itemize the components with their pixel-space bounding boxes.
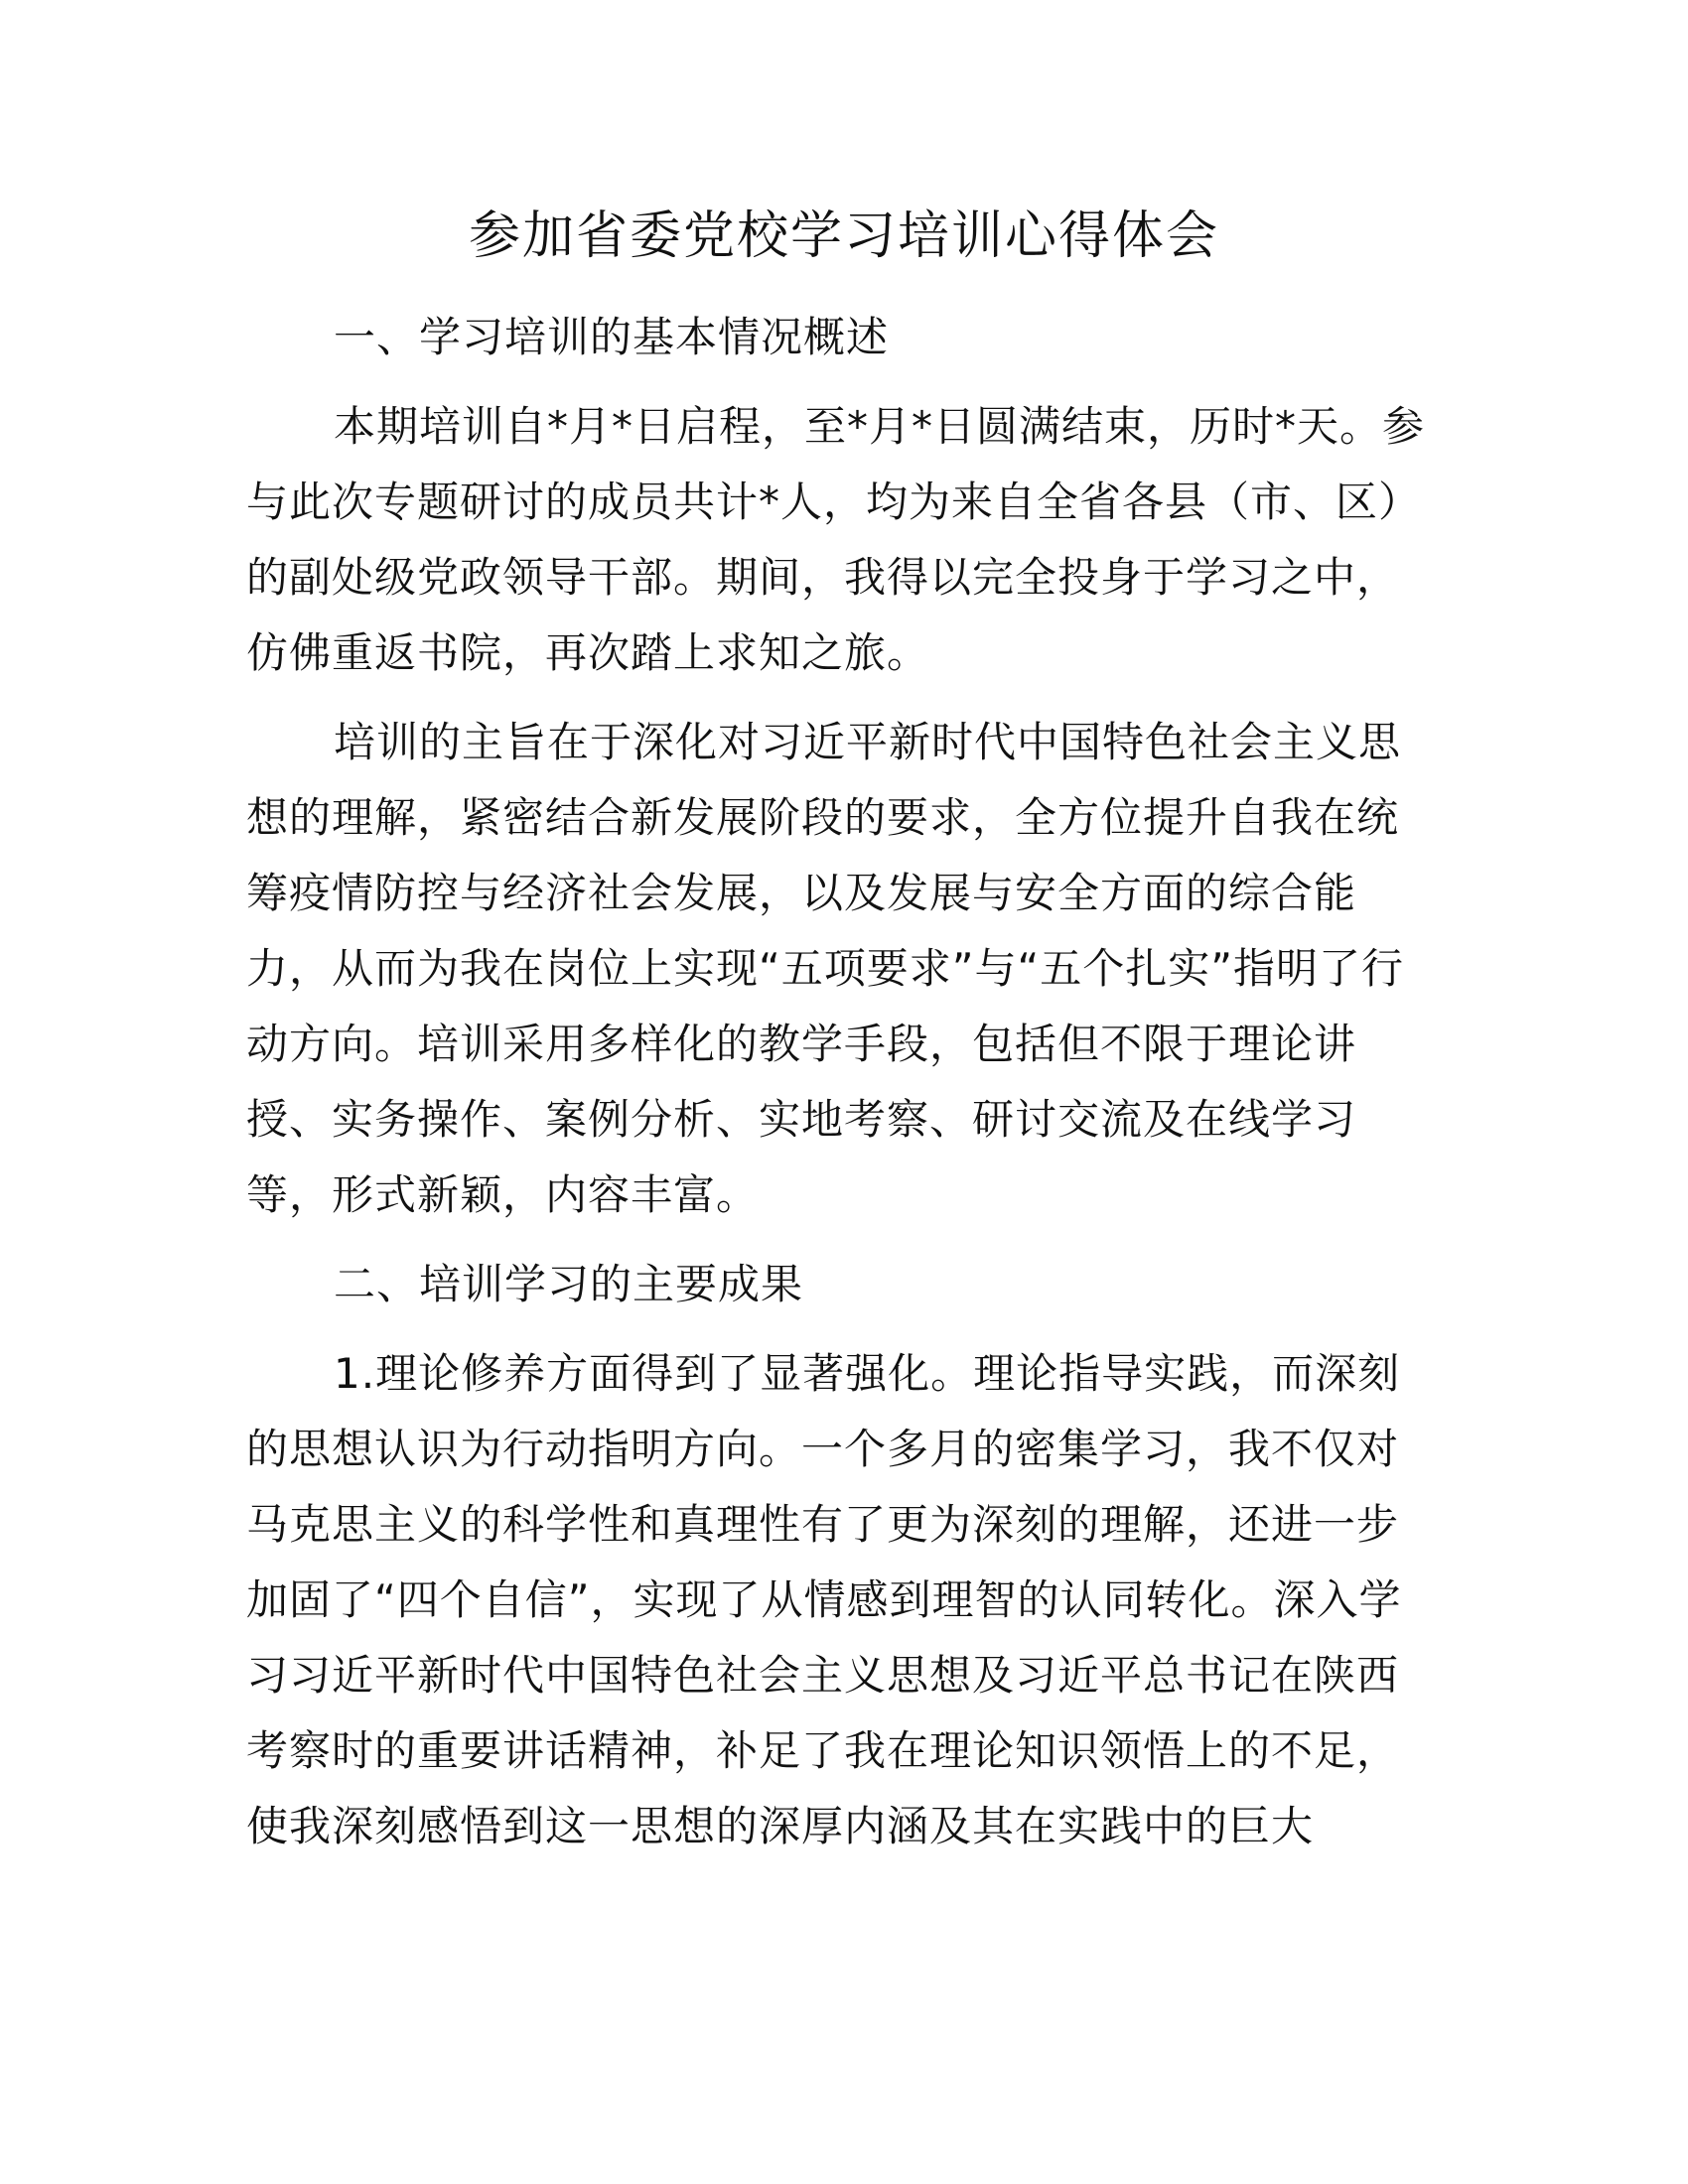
section-heading-overview: 一、学习培训的基本情况概述: [334, 313, 890, 361]
section-heading-results: 二、培训学习的主要成果: [334, 1260, 804, 1308]
document-body: [246, 300, 1430, 1878]
paragraph-training-overview: 本期培训自*月*日启程，至*月*日圆满结束，历时*天。参与此次专题研讨的成员共计*人，均为来自全省各县（市、区）的副处级党政领导干部。期间，我得以完全投身于学习之中，仿佛重返书院，再次踏上求知之旅。: [246, 402, 1426, 677]
paragraph-training-purpose: 培训的主旨在于深化对习近平新时代中国特色社会主义思想的理解，紧密结合新发展阶段的要求，全方位提升自我在统筹疫情防控与经济社会发展，以及发展与安全方面的综合能力，从而为我在岗位上实现“五项要求”与“五个扎实”指明了行动方向。培训采用多样化的教学手段，包括但不限于理论讲授、实务操作、案例分析、实地考察、研讨交流及在线学习等，形式新颖，内容丰富。: [246, 718, 1405, 1219]
document-title: 参加省委党校学习培训心得体会: [468, 206, 1219, 266]
paragraph-theory-improvement: 1.理论修养方面得到了显著强化。理论指导实践，而深刻的思想认识为行动指明方向。一个多月的密集学习，我不仅对马克思主义的科学性和真理性有了更为深刻的理解，还进一步加固了“四个自信”，实现了从情感到理智的认同转化。深入学习习近平新时代中国特色社会主义思想及习近平总书记在陕西考察时的重要讲话精神，补足了我在理论知识领悟上的不足，使我深刻感悟到这一思想的深厚内涵及其在实践中的巨大: [246, 1349, 1402, 1850]
